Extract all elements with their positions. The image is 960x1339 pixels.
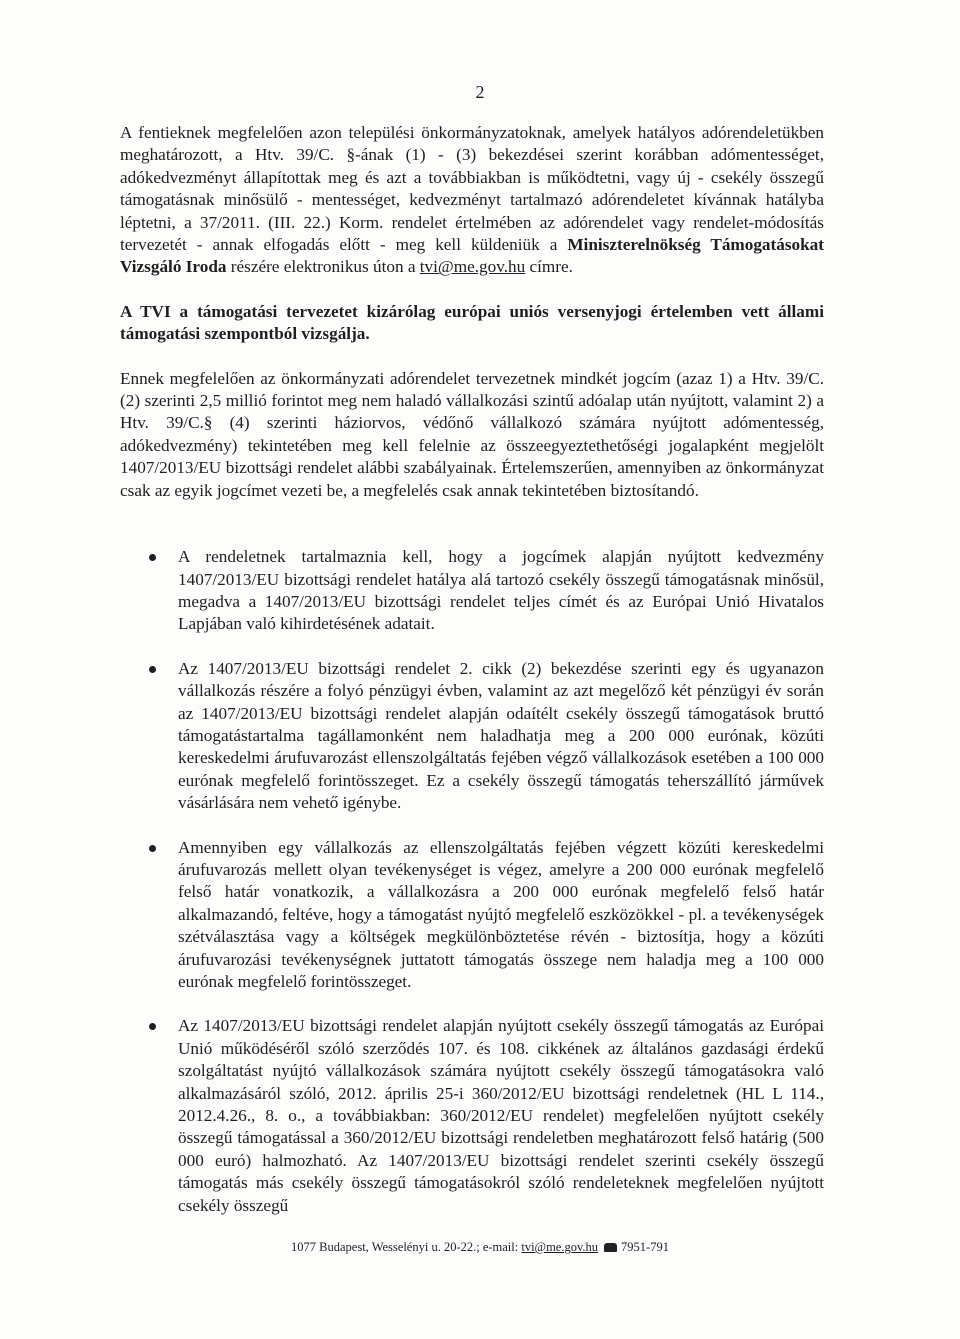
notice-paragraph: A TVI a támogatási tervezetet kizárólag európai uniós versenyjogi értelemben vett állami támogatási szempontból vizsgálja. (120, 301, 824, 344)
office-name: Miniszterelnökség Támogatásokat Vizsgáló Iroda (120, 235, 824, 277)
paragraph-requirements: Ennek megfelelően az önkormányzati adórendelet tervezetnek mindkét jogcím (azaz 1) a Htv. 39/C. (2) szerinti 2,5 millió forintot meg nem haladó vállalkozási szintű adóalap után nyújtott, valamint 2) a Htv. 39/C.§ (4) szerinti háziorvos, védőnő vállalkozó számára nyújtott adómentesség, adókedvezmény) tekintetében meg kell felelnie az összeegyeztethetőségi jogalapként megjelölt 1407/2013/EU bizottsági rendelet alábbi szabályainak. Értelemszerűen, amennyiben az önkormányzat csak az egyik jogcímet vezeti be, a megfelelés csak annak tekintetében biztosítandó. (120, 368, 824, 500)
page-footer (0, 1240, 960, 1255)
telephone-icon (604, 1243, 617, 1252)
document-body (120, 122, 824, 1217)
intro-text-a: A fentieknek megfelelően azon települési önkormányzatoknak, amelyek hatályos adórendeletükben meghatározott, a Htv. 39/C. §-ának (1) - (3) bekezdései szerint korábban adómentességet, adókedvezményt állapítottak meg és azt a továbbiakban is működtetni, vagy új - csekély összegű támogatásnak minősülő - mentességet, kedvezményt tartalmazó adórendeletet kívánnak hatályba léptetni, a 37/2011. (III. 22.) Korm. rendelet értelmében az adórendelet vagy rendelet-módosítás tervezetét - annak elfogadás előtt - meg kell küldeniük a (120, 123, 824, 255)
footer-address: 1077 Budapest, Wesselényi u. 20-22.; e-mail: (291, 1240, 522, 1254)
list-item-text: Az 1407/2013/EU bizottsági rendelet alapján nyújtott csekély összegű támogatás az Európai Unió működéséről szóló szerződés 107. és 108. cikkének az általános gazdasági érdekű szolgáltatást nyújtó vállalkozások számára nyújtott csekély összegű támogatásokra való alkalmazásáról szóló, 2012. április 25-i 360/2012/EU bizottsági rendeletnek (HL L 114., 2012.4.26., 8. o., a továbbiakban: 360/2012/EU rendelet) megfelelően nyújtott csekély összegű támogatással a 360/2012/EU bizottsági rendeletben meghatározott felső határig (500 000 euró) halmozható. Az 1407/2013/EU bizottsági rendelet szerinti csekély összegű támogatás más csekély összegű támogatásokról szóló rendeleteknek megfelelően nyújtott csekély összegű (178, 1016, 824, 1215)
bullet-icon (149, 554, 156, 561)
bullet-icon (149, 1023, 156, 1030)
list-item-text: Amennyiben egy vállalkozás az ellenszolgáltatás fejében végzett közúti kereskedelmi árufuvarozás mellett olyan tevékenységet is végez, amelyre a 200 000 eurónak megfelelő felső határ vonatkozik, a vállalkozásra a 200 000 eurónak megfelelő felső határ alkalmazandó, feltéve, hogy a támogatást nyújtó megfelelő eszközökkel - pl. a tevékenységek szétválasztása vagy a költségek megkülönböztetése révén - biztosítja, hogy a közúti árufuvarozási tevékenységnek juttatott támogatás összege nem haladja meg a 100 000 eurónak megfelelő forintösszeget. (178, 837, 824, 991)
list-item-text: A rendeletnek tartalmaznia kell, hogy a jogcímek alapján nyújtott kedvezmény 1407/2013/EU bizottsági rendelet hatálya alá tartozó csekély összegű támogatásnak minősül, megadva a 1407/2013/EU bizottsági rendelet teljes címét és az Európai Unió Hivatalos Lapjában való kihirdetésének adatait. (178, 547, 824, 634)
page-number: 2 (475, 82, 485, 102)
footer-phone: 7951-791 (621, 1240, 669, 1254)
footer-email-link[interactable]: tvi@me.gov.hu (521, 1240, 599, 1254)
bullet-icon (149, 666, 156, 673)
email-link[interactable]: tvi@me.gov.hu (419, 257, 526, 277)
intro-text-c: címre. (525, 257, 573, 277)
paragraph-intro (120, 122, 824, 279)
list-item (120, 837, 824, 994)
list-item (120, 1015, 824, 1217)
list-item (120, 658, 824, 815)
list-item-text: Az 1407/2013/EU bizottsági rendelet 2. cikk (2) bekezdése szerinti egy és ugyanazon vállalkozás részére a folyó pénzügyi évben, valamint az azt megelőző két pénzügyi év során az 1407/2013/EU bizottsági rendelet alapján odaítélt csekély összegű támogatások bruttó támogatástartalma tagállamonként nem haladhatja meg a 200 000 eurónak, közúti kereskedelmi árufuvarozást ellenszolgáltatás fejében végző vállalkozások esetében a 100 000 eurónak megfelelő forintösszeget. Ez a csekély összegű támogatás teherszállító járművek vásárlására nem vehető igénybe. (178, 658, 824, 813)
intro-text-b: részére elektronikus úton a (226, 257, 420, 277)
bullet-icon (149, 845, 156, 852)
requirements-list (120, 546, 824, 1217)
list-item (120, 546, 824, 636)
